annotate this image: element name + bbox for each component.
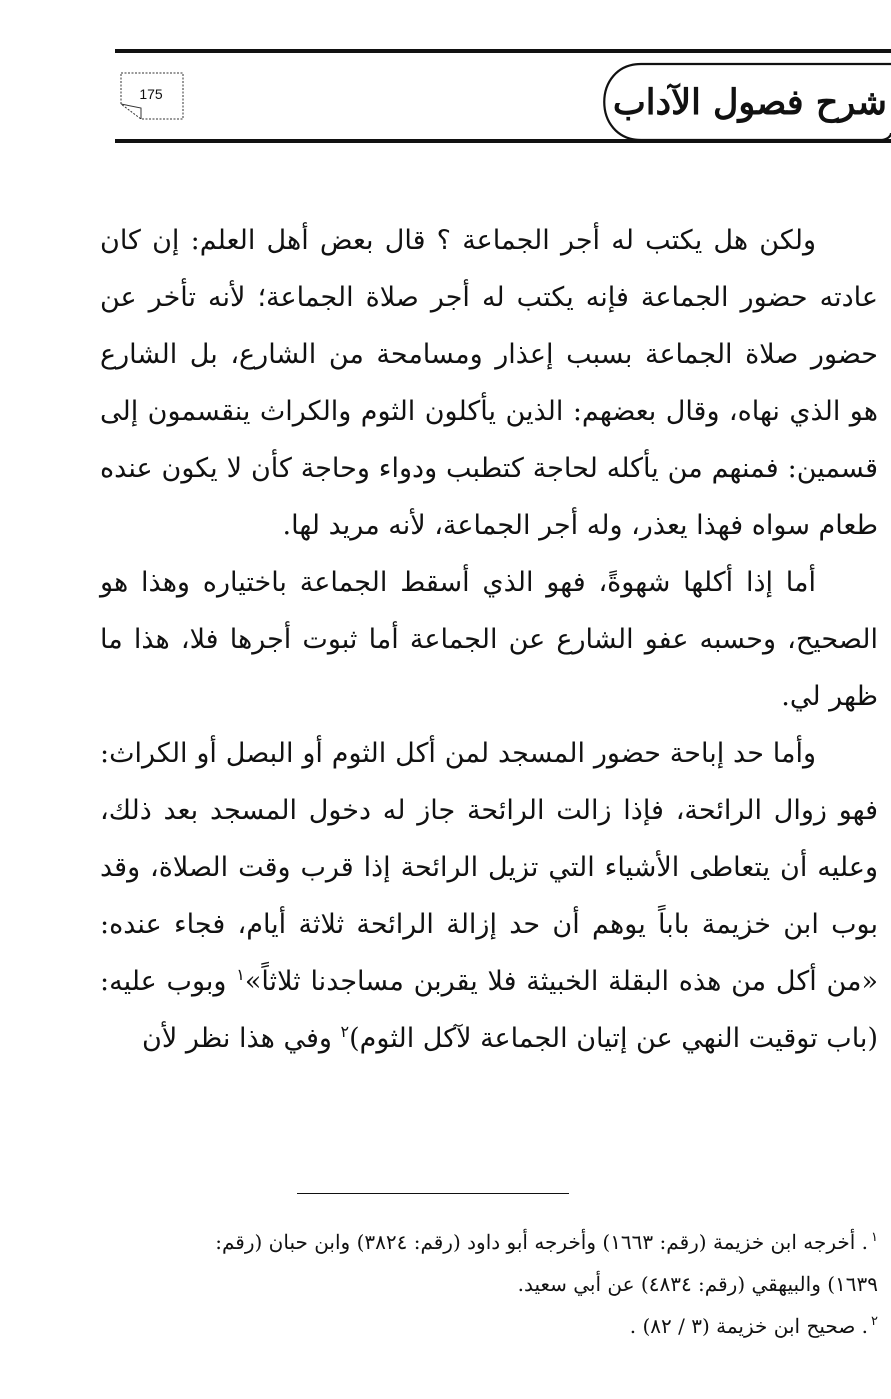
footnote-2-number: ٢ bbox=[871, 1314, 878, 1330]
paragraph-3-text-a: وأما حد إباحة حضور المسجد لمن أكل الثوم أو البصل أو الكراث: فهو زوال الرائحة، فإذا زالت الرائحة جاز له دخول المسجد بعد ذلك، وعليه أن يتعاطى الأشياء التي تزيل الرائحة إذا قرب وقت الصلاة، وقد بوب ابن خزيمة باباً يوهم أن حد إزالة الرائحة ثلاثة أيام، فجاء عنده: «من أكل من هذه البقلة الخبيثة فلا يقربن مساجدنا ثلاثاً» bbox=[100, 738, 878, 997]
footnote-ref-2: ٢ bbox=[340, 1022, 350, 1041]
footnote-1-line-2: ١٦٣٩) والبيهقي (رقم: ٤٨٣٤) عن أبي سعيد. bbox=[517, 1272, 878, 1296]
page-number: 175 bbox=[139, 86, 163, 102]
footnote-1-line-1 bbox=[98, 1221, 878, 1263]
footnote-2-text-1: . صحيح ابن خزيمة (٣ / ٨٢) . bbox=[629, 1314, 869, 1338]
paragraph-1: ولكن هل يكتب له أجر الجماعة ؟ قال بعض أهل العلم: إن كان عادته حضور الجماعة فإنه يكتب له أجر صلاة الجماعة؛ لأنه تأخر عن حضور صلاة الجماعة بسبب إعذار ومسامحة من الشارع، بل الشارع هو الذي نهاه، وقال بعضهم: الذين يأكلون الثوم والكراث ينقسمون إلى قسمين: فمنهم من يأكله لحاجة كتطبب ودواء وحاجة كأن لا يكون عنده طعام سواه فهذا يعذر، وله أجر الجماعة، لأنه مريد لها. bbox=[100, 225, 878, 541]
page-header bbox=[0, 0, 891, 160]
paragraph-3-text-b: وبوب عليه: (باب توقيت النهي عن إتيان الجماعة لآكل الثوم) bbox=[100, 966, 878, 1054]
paragraph-3-text-c: وفي هذا نظر لأن bbox=[142, 1023, 341, 1054]
footnote-1-text-1: . أخرجه ابن خزيمة (رقم: ١٦٦٣) وأخرجه أبو داود (رقم: ٣٨٢٤) وابن حبان (رقم: bbox=[215, 1230, 869, 1254]
paragraph-2: أما إذا أكلها شهوةً، فهو الذي أسقط الجماعة باختياره وهذا هو الصحيح، وحسبه عفو الشارع عن الجماعة أما ثبوت أجرها فلا، هذا ما ظهر لي. bbox=[100, 567, 878, 712]
main-text bbox=[100, 212, 878, 1172]
footnote-1-number: ١ bbox=[871, 1230, 878, 1246]
footnote-divider bbox=[297, 1193, 569, 1194]
footnote-2-line-1 bbox=[98, 1305, 878, 1347]
paragraph-3 bbox=[100, 725, 878, 1067]
footnotes bbox=[98, 1221, 878, 1371]
book-title: شرح فصول الآداب bbox=[612, 82, 887, 123]
footnote-ref-1: ١ bbox=[236, 965, 245, 984]
